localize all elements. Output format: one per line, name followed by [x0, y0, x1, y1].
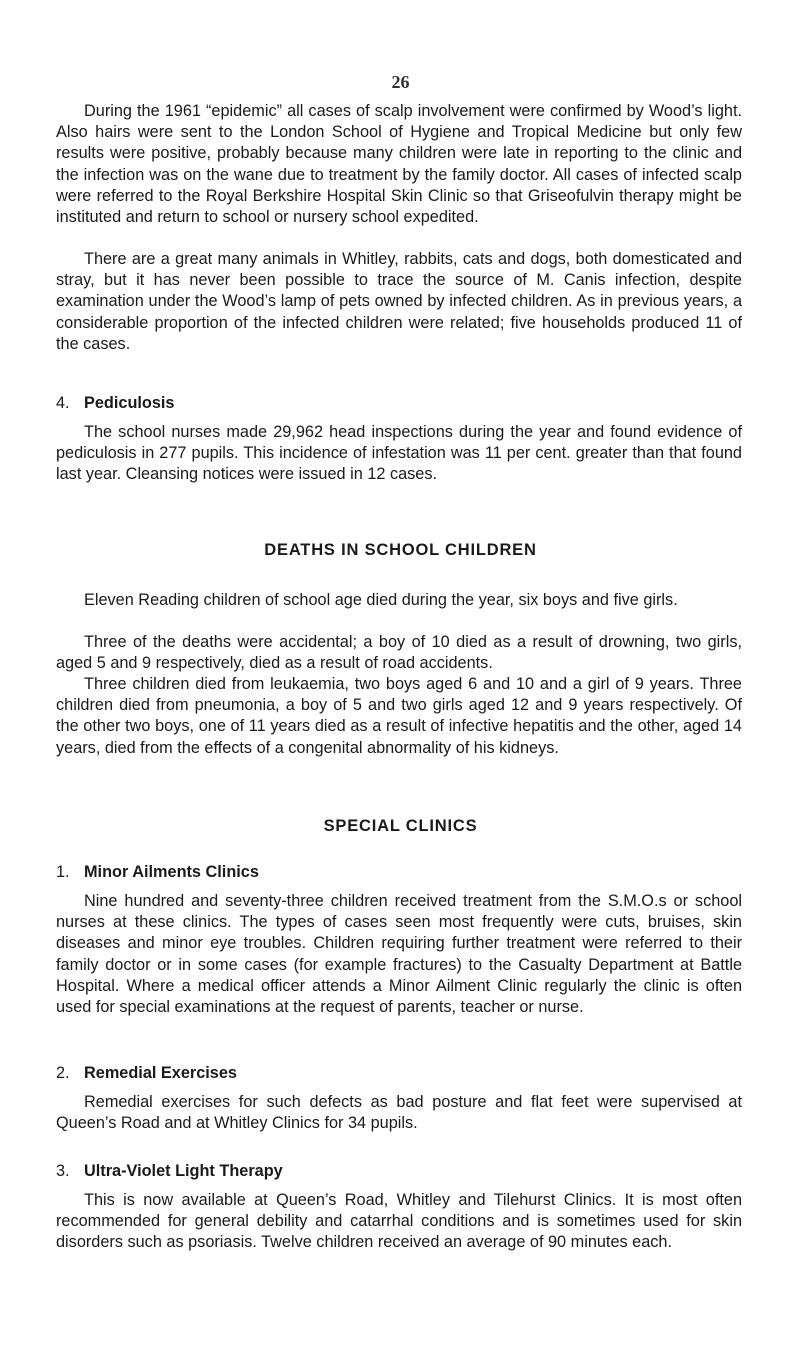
- ringworm-paragraph-1: During the 1961 “epidemic” all cases of scalp involvement were confirmed by Wood’s light. Also hairs were sent to the London School of Hygiene and Tropical Medicine but only few results were positive, probably because many children were late in reporting to the clinic and the infection was on the wane due to treatment by the family doctor. All cases of infected scalp were referred to the Royal Berkshire Hospital Skin Clinic so that Griseofulvin therapy might be instituted and return to school or nursery school expedited.: [56, 102, 742, 227]
- remedial-exercises-heading: [56, 1064, 237, 1083]
- minor-ailments-number: 1.: [56, 863, 70, 881]
- special-clinics-heading: SPECIAL CLINICS: [323, 817, 478, 835]
- uv-therapy-paragraph: This is now available at Queen’s Road, Whitley and Tilehurst Clinics. It is most often recommended for general debility and catarrhal conditions and is sometimes used for skin disorders such as psoriasis. Twelve children received an average of 90 minutes each.: [56, 1191, 742, 1252]
- minor-ailments-title: Minor Ailments Clinics: [84, 863, 259, 881]
- remedial-exercises-title: Remedial Exercises: [84, 1064, 237, 1082]
- remedial-exercises-paragraph: Remedial exercises for such defects as bad posture and flat feet were supervised at Queen’s Road and at Whitley Clinics for 34 pupils.: [56, 1093, 742, 1133]
- pediculosis-title: Pediculosis: [84, 394, 175, 412]
- deaths-paragraph-2: Three of the deaths were accidental; a boy of 10 died as a result of drowning, two girls, aged 5 and 9 respectively, died as a result of road accidents.: [56, 633, 742, 673]
- uv-therapy-title: Ultra-Violet Light Therapy: [84, 1162, 283, 1180]
- pediculosis-heading: [56, 394, 175, 413]
- deaths-section-heading: DEATHS IN SCHOOL CHILDREN: [264, 541, 537, 559]
- remedial-exercises-number: 2.: [56, 1064, 70, 1082]
- uv-therapy-number: 3.: [56, 1162, 70, 1180]
- deaths-paragraph-3: Three children died from leukaemia, two boys aged 6 and 10 and a girl of 9 years. Three children died from pneumonia, a boy of 5 and two girls aged 12 and 9 years respectively. Of the other two boys, one of 11 years died as a result of infective hepatitis and the other, aged 14 years, died from the effects of a congenital abnormality of his kidneys.: [56, 675, 742, 757]
- ringworm-paragraph-2: There are a great many animals in Whitley, rabbits, cats and dogs, both domesticated and stray, but it has never been possible to trace the source of M. Canis infection, despite examination under the Wood’s lamp of pets owned by infected children. As in previous years, a considerable proportion of the infected children were related; five households produced 11 of the cases.: [56, 250, 742, 353]
- pediculosis-paragraph: The school nurses made 29,962 head inspections during the year and found evidence of pediculosis in 277 pupils. This incidence of infestation was 11 per cent. greater than that found last year. Cleansing notices were issued in 12 cases.: [56, 423, 742, 484]
- deaths-paragraph-1: Eleven Reading children of school age died during the year, six boys and five girls.: [84, 591, 678, 609]
- page-number: 26: [391, 72, 410, 92]
- uv-therapy-heading: [56, 1162, 283, 1181]
- pediculosis-number: 4.: [56, 394, 70, 412]
- minor-ailments-heading: [56, 863, 259, 882]
- minor-ailments-paragraph: Nine hundred and seventy-three children received treatment from the S.M.O.s or school nurses at these clinics. The types of cases seen most frequently were cuts, bruises, skin diseases and minor eye troubles. Children requiring further treatment were referred to their family doctor or in some cases (for example fractures) to the Casualty Department at Battle Hospital. Where a medical officer attends a Minor Ailment Clinic regularly the clinic is often used for special examinations at the request of parents, teacher or nurse.: [56, 892, 742, 1017]
